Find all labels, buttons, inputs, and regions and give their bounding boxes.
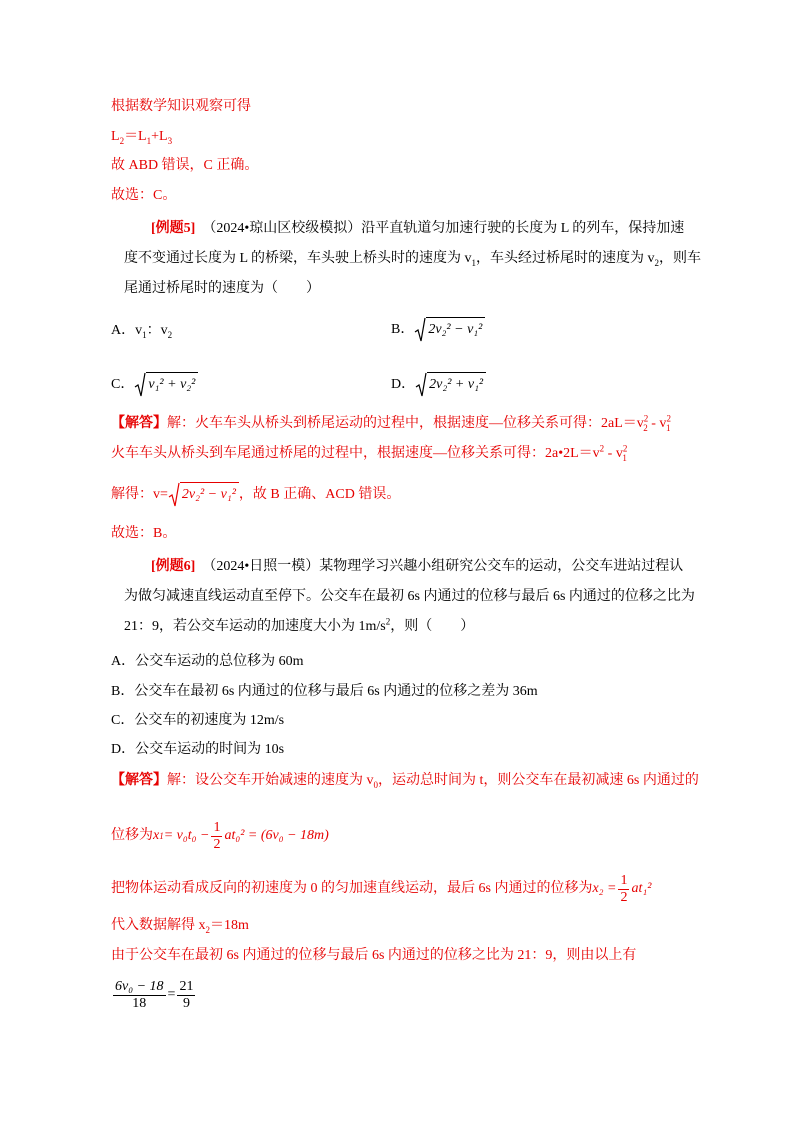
sqrt-symbol: v₁² + v₂² <box>134 372 198 398</box>
example5-solution-3: 解得：v= 2v₂² − v₁² ，故 B 正确、ACD 错误。 <box>111 482 400 508</box>
example5-line-2: 度不变通过长度为 L 的桥梁，车头驶上桥头时的速度为 $v_1$，车头经过桥尾时的速度为 $v_2$，则车 <box>124 251 702 268</box>
fraction: $\frac{\text{6v₀ − 18}}{18}$ <box>115 978 164 1011</box>
example5-solution-2: 火车车头从桥头到车尾通过桥尾的过程中，根据速度—位移关系可得：$2a•2L=v^2 - v^2_1$ <box>111 443 628 463</box>
example6-option-a: A．公交车运动的总位移为 60m <box>111 654 304 669</box>
example6-solution-5: 由于公交车在最初 6s 内通过的位移与最后 6s 内通过的位移之比为 21：9，则由以上有 <box>111 948 637 963</box>
example5-option-a: A．$v_1$：$v_2$ <box>111 323 173 340</box>
example6-line-1: [例题6] （2024•日照一模）某物理学习兴趣小组研究公交车的运动，公交车进站过程认 <box>151 559 684 574</box>
example6-line-2: 为做匀减速直线运动直至停下。公交车在最初 6s 内通过的位移与最后 6s 内通过的位移之比为 <box>124 589 695 604</box>
example6-option-d: D．公交车运动的时间为 10s <box>111 742 285 757</box>
example6-solution-3: 把物体运动看成反向的初速度为 0 的匀加速直线运动，最后 6s 内通过的位移为 x₂ = $\frac{1}{2}$ at₁² <box>111 872 652 905</box>
example5-option-d: D． 2v₂² + v₁² <box>391 372 486 398</box>
example6-solution-1: 【解答】解：设公交车开始减速的速度为 $v_0$，运动总时间为 t，则公交车在最初减速 6s 内通过的 <box>111 773 699 790</box>
example6-option-b: B．公交车在最初 6s 内通过的位移与最后 6s 内通过的位移之差为 36m <box>111 684 538 699</box>
example6-line-3: 21：9，若公交车运动的加速度大小为 $1m/s^2$，则（ ） <box>124 616 475 634</box>
example6-tag: [例题6] <box>151 559 196 574</box>
sqrt-symbol: 2v₂² − v₁² <box>414 317 485 343</box>
sqrt-symbol: 2v₂² + v₁² <box>415 372 486 398</box>
intro-line-2: $L_2=L_1+L_3$ <box>111 129 173 146</box>
example6-solution-4: 代入数据解得 $x_2=18m$ <box>111 918 249 935</box>
example6-option-c: C．公交车的初速度为 12m/s <box>111 713 285 728</box>
example5-solution-4: 故选：B。 <box>111 526 177 541</box>
example5-line-1: [例题5] （2024•琼山区校级模拟）沿平直轨道匀加速行驶的长度为 L 的列车，保持加速 <box>151 221 685 236</box>
example5-option-b: B． 2v₂² − v₁² <box>391 317 485 343</box>
sqrt-symbol: 2v₂² − v₁² <box>168 482 239 508</box>
fraction: $\frac{1}{2}$ <box>213 819 221 852</box>
example5-solution-1: 【解答】解：火车车头从桥头到桥尾运动的过程中，根据速度—位移关系可得：$2aL=v^2_2 - v^2_1$ <box>111 413 671 433</box>
example5-tag: [例题5] <box>151 221 196 236</box>
intro-line-1: 根据数学知识观察可得 <box>111 99 251 114</box>
fraction: $\frac{1}{2}$ <box>620 872 628 905</box>
intro-line-3: 故 ABD 错误，C 正确。 <box>111 158 259 173</box>
example6-solution-2: 位移为 x 1 = v₀t₀ − $\frac{1}{2}$ at₀² = (6v₀ − 18m) <box>111 819 329 852</box>
intro-line-4: 故选：C。 <box>111 188 177 203</box>
example6-equation: $\frac{\text{6v₀ − 18}}{18}$ = $\frac{21}{9}$ <box>115 978 194 1011</box>
example5-line-3: 尾通过桥尾时的速度为（ ） <box>124 281 320 296</box>
fraction: $\frac{21}{9}$ <box>179 978 194 1011</box>
example5-option-c: C． v₁² + v₂² <box>111 372 198 398</box>
